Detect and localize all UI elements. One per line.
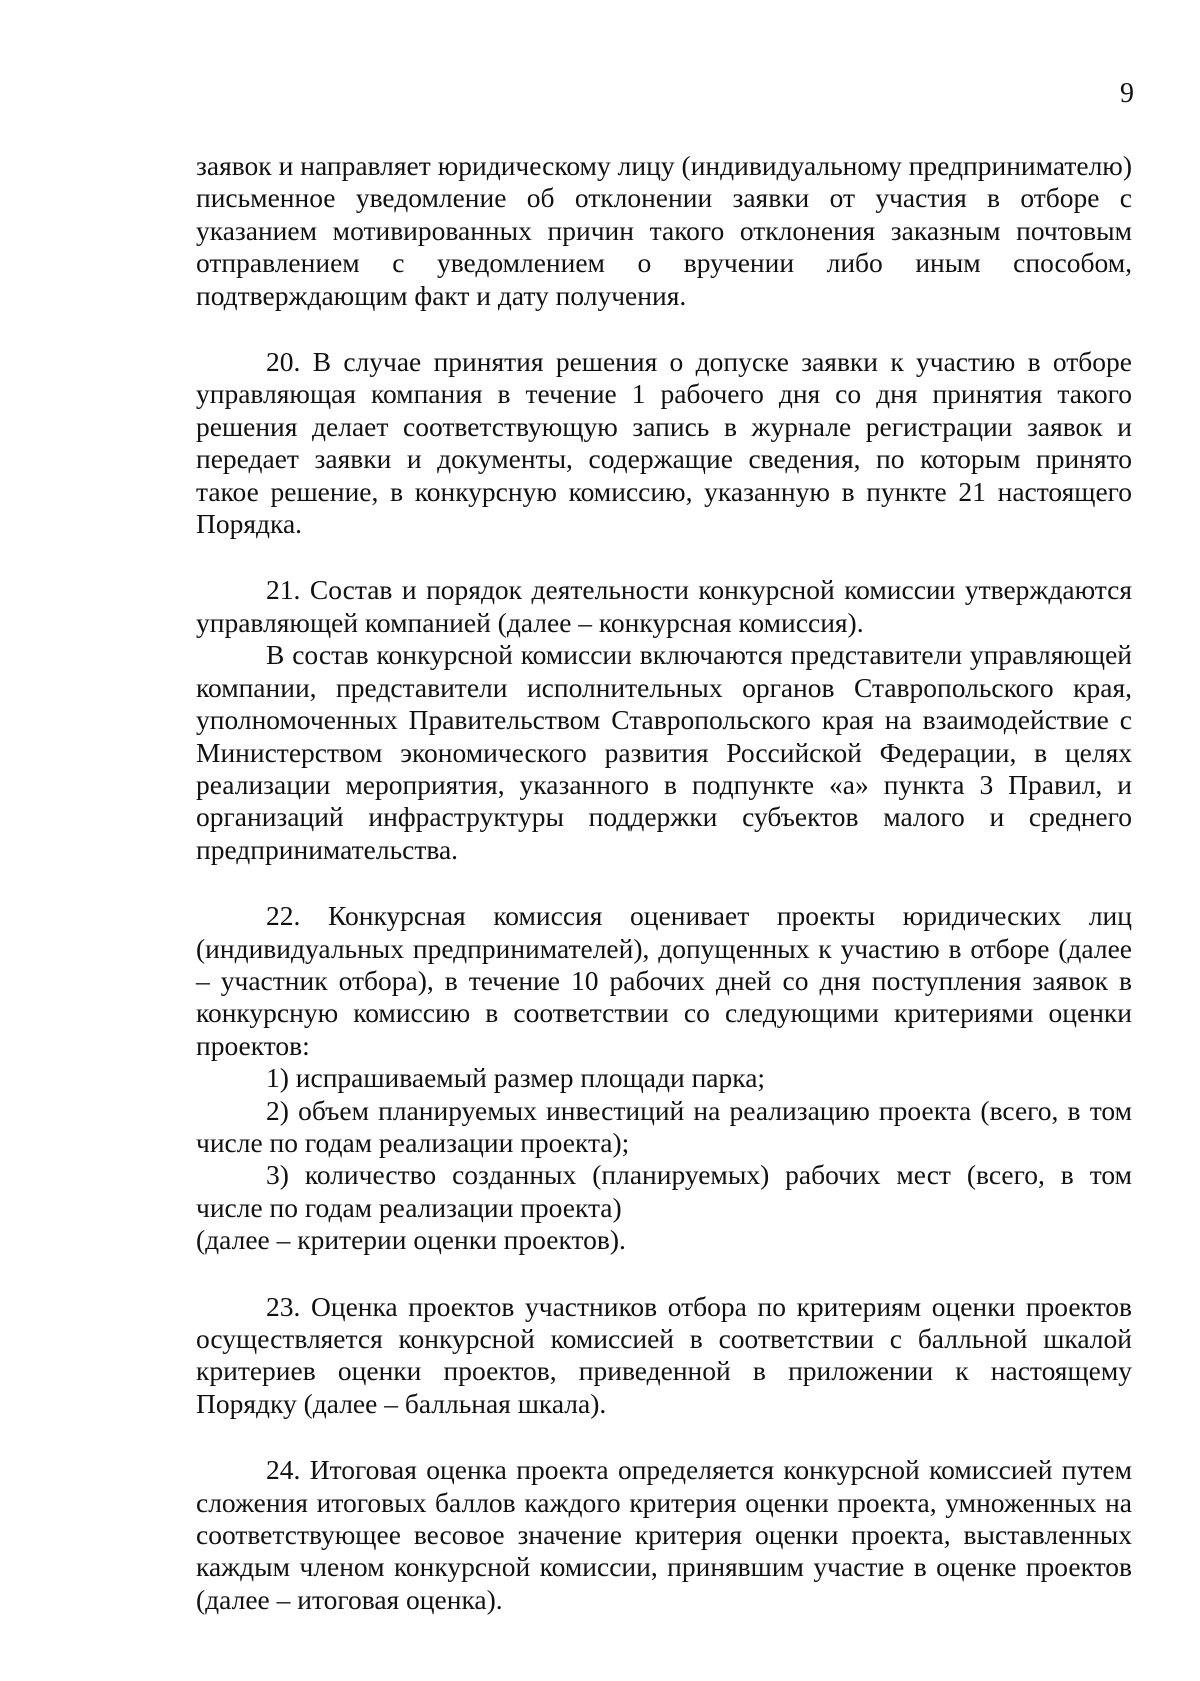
paragraph-22-closing: (далее – критерии оценки проектов). bbox=[196, 1224, 626, 1256]
criteria-item-2: 2) объем планируемых инвестиций на реализацию проекта (всего, в том числе по годам реализации проекта); bbox=[196, 1094, 1132, 1158]
criteria-item-1: 1) испрашиваемый размер площади парка; bbox=[266, 1062, 766, 1094]
criteria-item-3: 3) количество созданных (планируемых) рабочих мест (всего, в том числе по годам реализации проекта) bbox=[196, 1159, 1132, 1223]
paragraph-continuation: заявок и направляет юридическому лицу (индивидуальному предпринимателю) письменное уведомление об отклонении заявки от участия в отборе с указанием мотивированных причин такого отклонения заказным почтовым отправлением с уведомлением о вручении либо иным способом, подтверждающим факт и дату получения. bbox=[196, 150, 1132, 311]
paragraph-21: 21. Состав и порядок деятельности конкурсной комиссии утверждаются управляющей компанией (далее – конкурсная комиссия). bbox=[196, 574, 1132, 638]
paragraph-20: 20. В случае принятия решения о допуске заявки к участию в отборе управляющая компания в течение 1 рабочего дня со дня принятия такого решения делает соответствующую запись в журнале регистрации заявок и передает заявки и документы, содержащие сведения, по которым принято такое решение, в конкурсную комиссию, указанную в пункте 21 настоящего Порядка. bbox=[196, 346, 1132, 540]
paragraph-24: 24. Итоговая оценка проекта определяется конкурсной комиссией путем сложения итоговых баллов каждого критерия оценки проекта, умноженных на соответствующее весовое значение критерия оценки проекта, выставленных каждым членом конкурсной комиссии, принявшим участие в оценке проектов (далее – итоговая оценка). bbox=[196, 1454, 1132, 1615]
paragraph-22: 22. Конкурсная комиссия оценивает проекты юридических лиц (индивидуальных предпринимателей), допущенных к участию в отборе (далее – участник отбора), в течение 10 рабочих дней со дня поступления заявок в конкурсную комиссию в соответствии со следующими критериями оценки проектов: bbox=[196, 900, 1132, 1061]
page-number: 9 bbox=[1120, 78, 1134, 109]
paragraph-23: 23. Оценка проектов участников отбора по критериям оценки проектов осуществляется конкурсной комиссией в соответствии с балльной шкалой критериев оценки проектов, приведенной в приложении к настоящему Порядку (далее – балльная шкала). bbox=[196, 1290, 1132, 1419]
document-body bbox=[196, 150, 1132, 1616]
paragraph-21-composition: В состав конкурсной комиссии включаются представители управляющей компании, представители исполнительных органов Ставропольского края, уполномоченных Правительством Ставропольского края на взаимодействие с Министерством экономического развития Российской Федерации, в целях реализации мероприятия, указанного в подпункте «а» пункта 3 Правил, и организаций инфраструктуры поддержки субъектов малого и среднего предпринимательства. bbox=[196, 639, 1132, 865]
